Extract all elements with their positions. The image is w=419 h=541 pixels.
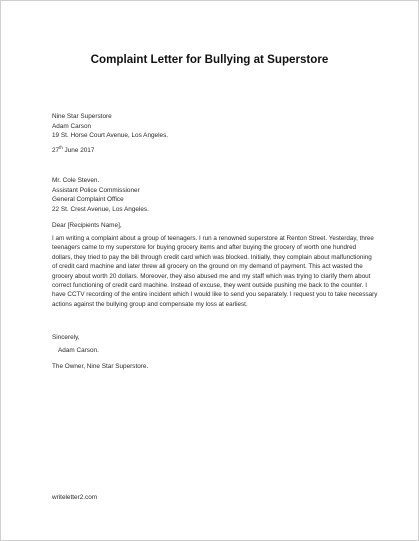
sender-block bbox=[52, 112, 378, 141]
date-suffix: th bbox=[59, 144, 63, 150]
signature-title-block bbox=[52, 362, 378, 372]
signature-block bbox=[52, 346, 378, 356]
sender-name: Adam Carson bbox=[52, 122, 92, 130]
recipient-office: General Complaint Office bbox=[52, 196, 124, 204]
recipient-title: Assistant Police Commissioner bbox=[52, 186, 140, 194]
signature-title: The Owner, Nine Star Superstore. bbox=[52, 363, 149, 370]
recipient-name: Mr. Cole Steven. bbox=[52, 177, 100, 184]
footer-website[interactable]: writeletter2.com bbox=[52, 494, 98, 501]
letter-body: I am writing a complaint about a group of teenagers. I run a renowned superstore at Renton Street. Yesterday, three teenagers came to my superstore for buying grocery items and after buying the grocery of worth one hundred dollars, they tried to pay the bill through credit card which was blocked. Initially, they complain about malfunctioning of credit card machine and later threw all grocery on the ground on my demand of payment. This act wasted the grocery about worth 20 dollars. Moreover, they also abused me and my staff which was trying to clarify them about correct functioning of credit card machine. Instead of excuse, they went outside pushing me back to the counter. I have CCTV recording of the entire incident which I would like to send you separately. I request you to take necessary actions against the bullying group and compensate my loss at earliest. bbox=[52, 235, 378, 308]
sender-company: Nine Star Superstore bbox=[52, 113, 112, 120]
recipient-address: 22 St. Crest Avenue, Los Angeles. bbox=[52, 205, 149, 213]
salutation bbox=[52, 221, 378, 231]
document-title: Complaint Letter for Bullying at Superstore bbox=[90, 53, 329, 66]
sender-address: 19 St. Horse Court Avenue, Los Angeles. bbox=[52, 132, 169, 140]
date-day: 27 bbox=[52, 147, 60, 154]
signature-name: Adam Carson. bbox=[58, 347, 99, 354]
letter-date bbox=[52, 146, 378, 156]
date-rest: June 2017 bbox=[62, 147, 95, 154]
closing: Sincerely, bbox=[52, 334, 80, 341]
salutation-text: Dear [Recipients Name], bbox=[52, 222, 122, 229]
closing-block bbox=[52, 333, 378, 343]
recipient-block bbox=[52, 176, 378, 214]
